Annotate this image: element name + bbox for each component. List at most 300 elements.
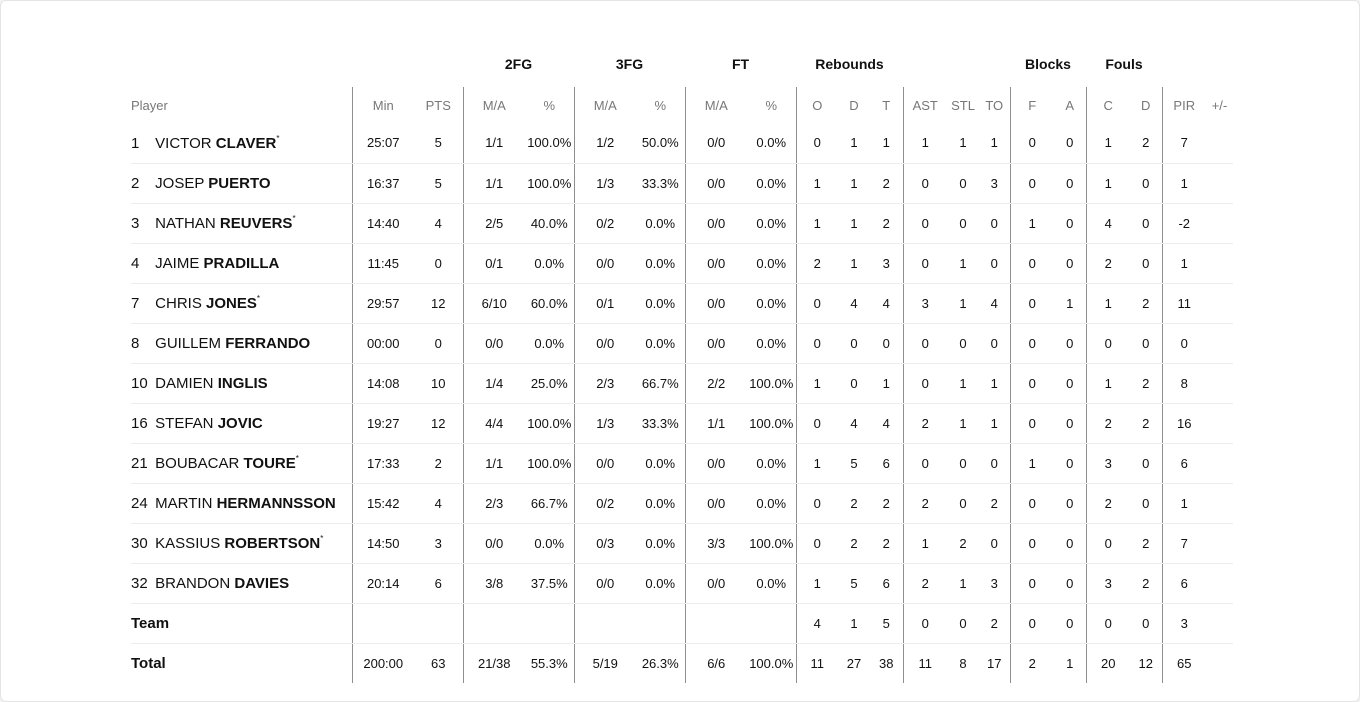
- col-header-ft-pct: %: [765, 97, 778, 113]
- cell-foul-d: 0: [1130, 203, 1162, 243]
- cell-2fg-ma: [463, 603, 525, 643]
- cell-ast: 0: [903, 243, 947, 283]
- cell-min: [352, 603, 414, 643]
- cell-to: 2: [979, 483, 1010, 523]
- cell-reb-d: 4: [838, 403, 870, 443]
- player-first-name: BOUBACAR: [155, 455, 240, 472]
- cell-reb-d: 2: [838, 523, 870, 563]
- cell-ft-ma: 6/6: [685, 643, 747, 683]
- cell-ast: 3: [903, 283, 947, 323]
- cell-min: 14:40: [352, 203, 414, 243]
- player-number: 32: [131, 575, 148, 592]
- cell-foul-c: 1: [1086, 123, 1130, 163]
- cell-reb-d: 0: [838, 323, 870, 363]
- cell-ast: 0: [903, 603, 947, 643]
- cell-foul-c: 2: [1086, 403, 1130, 443]
- cell-ft-ma: 0/0: [685, 563, 747, 603]
- cell-min: 17:33: [352, 443, 414, 483]
- player-first-name: BRANDON: [155, 575, 231, 592]
- group-header-2fg: 2FG: [504, 56, 533, 72]
- table-row[interactable]: [131, 163, 1233, 203]
- player-last-name: PUERTO: [208, 175, 271, 192]
- cell-min: 00:00: [352, 323, 414, 363]
- cell-reb-o: 1: [796, 563, 838, 603]
- cell-ft-ma: 0/0: [685, 203, 747, 243]
- player-first-name: CHRIS: [155, 295, 202, 312]
- cell-pts: 6: [414, 563, 463, 603]
- table-row[interactable]: [131, 523, 1233, 563]
- cell-min: 15:42: [352, 483, 414, 523]
- col-header-reb-o: O: [796, 87, 838, 123]
- cell-min: 200:00: [352, 643, 414, 683]
- table-row[interactable]: [131, 563, 1233, 603]
- cell-3fg-pct: 0.0%: [636, 483, 685, 523]
- player-last-name: INGLIS: [217, 375, 268, 392]
- cell-reb-t: 1: [870, 363, 903, 403]
- cell-foul-d: 2: [1130, 563, 1162, 603]
- cell-pir: 1: [1162, 243, 1206, 283]
- team-row: [131, 603, 1233, 643]
- cell-3fg-pct: 33.3%: [636, 403, 685, 443]
- cell-ft-ma: 0/0: [685, 123, 747, 163]
- cell-plus-minus: [1206, 163, 1233, 203]
- cell-ast: 0: [903, 363, 947, 403]
- cell-3fg-pct: 50.0%: [636, 123, 685, 163]
- cell-stl: 1: [947, 283, 979, 323]
- player-cell[interactable]: [131, 123, 352, 163]
- cell-blk-a: 0: [1054, 163, 1086, 203]
- col-header-pir: PIR: [1162, 87, 1206, 123]
- cell-pir: 16: [1162, 403, 1206, 443]
- cell-2fg-pct: 100.0%: [525, 443, 574, 483]
- cell-blk-f: 0: [1010, 363, 1054, 403]
- cell-to: 17: [987, 655, 1002, 671]
- starter-mark: *: [276, 133, 280, 143]
- cell-3fg-ma: 5/19: [574, 643, 636, 683]
- table-row[interactable]: [131, 243, 1233, 283]
- cell-2fg-pct: 55.3%: [530, 655, 568, 671]
- cell-blk-f: 0: [1010, 483, 1054, 523]
- cell-3fg-pct: 0.0%: [636, 563, 685, 603]
- cell-pts: 0: [414, 243, 463, 283]
- player-last-name: HERMANNSSON: [216, 495, 336, 512]
- cell-2fg-ma: 6/10: [463, 283, 525, 323]
- cell-foul-c: 20: [1086, 643, 1130, 683]
- cell-plus-minus: [1206, 323, 1233, 363]
- cell-blk-a: 0: [1054, 523, 1086, 563]
- cell-plus-minus: [1206, 483, 1233, 523]
- cell-ast: 1: [903, 123, 947, 163]
- cell-ft-ma: 0/0: [685, 483, 747, 523]
- player-cell[interactable]: [131, 403, 352, 443]
- cell-3fg-pct: [636, 603, 685, 643]
- cell-foul-c: 3: [1086, 443, 1130, 483]
- cell-pir: 8: [1162, 363, 1206, 403]
- group-header-ft: FT: [731, 56, 750, 72]
- cell-ast: 2: [903, 483, 947, 523]
- group-header-row: [131, 41, 1233, 87]
- cell-2fg-pct: 0.0%: [525, 243, 574, 283]
- cell-reb-d: 4: [838, 283, 870, 323]
- cell-2fg-pct: 100.0%: [525, 123, 574, 163]
- cell-pts: 12: [414, 283, 463, 323]
- cell-2fg-ma: 1/1: [463, 163, 525, 203]
- cell-foul-c: 1: [1086, 363, 1130, 403]
- cell-pir: 0: [1162, 323, 1206, 363]
- cell-pir: -2: [1162, 203, 1206, 243]
- cell-foul-c: 0: [1086, 523, 1130, 563]
- col-header-pts: PTS: [425, 97, 451, 113]
- cell-stl: 1: [947, 403, 979, 443]
- cell-reb-o: 0: [796, 523, 838, 563]
- cell-2fg-ma: 0/0: [463, 323, 525, 363]
- cell-ft-pct: 100.0%: [747, 523, 796, 563]
- player-cell[interactable]: [131, 163, 352, 203]
- cell-reb-o: 1: [796, 203, 838, 243]
- cell-blk-f: 0: [1010, 283, 1054, 323]
- cell-3fg-pct: 33.3%: [636, 163, 685, 203]
- player-first-name: GUILLEM: [155, 335, 222, 352]
- cell-3fg-ma: 1/2: [574, 123, 636, 163]
- cell-ft-pct: [747, 603, 796, 643]
- group-header-rebounds: Rebounds: [815, 56, 884, 72]
- col-header-2fg-ma: M/A: [463, 87, 525, 123]
- cell-foul-d: 0: [1130, 163, 1162, 203]
- player-last-name: PRADILLA: [203, 255, 280, 272]
- cell-reb-t: 6: [870, 563, 903, 603]
- cell-2fg-pct: 100.0%: [525, 163, 574, 203]
- cell-reb-o: 4: [796, 603, 838, 643]
- col-header-stl: STL: [951, 97, 975, 113]
- cell-stl: 8: [959, 655, 967, 671]
- cell-to: 1: [979, 403, 1010, 443]
- cell-plus-minus: [1206, 123, 1233, 163]
- cell-reb-t: 2: [870, 523, 903, 563]
- col-header-player: Player: [131, 97, 168, 113]
- cell-2fg-ma: 2/5: [463, 203, 525, 243]
- cell-reb-o: 2: [796, 243, 838, 283]
- cell-blk-a: 0: [1054, 443, 1086, 483]
- table-row[interactable]: [131, 323, 1233, 363]
- player-last-name: CLAVER: [215, 134, 277, 152]
- col-header-blk-f: F: [1010, 87, 1054, 123]
- player-number: 3: [131, 215, 140, 232]
- col-header-plus-minus: +/-: [1211, 97, 1228, 113]
- table-row[interactable]: [131, 363, 1233, 403]
- cell-reb-t: 0: [870, 323, 903, 363]
- cell-stl: 0: [947, 443, 979, 483]
- cell-reb-o: 1: [796, 443, 838, 483]
- cell-to: 2: [979, 603, 1010, 643]
- player-first-name: JAIME: [155, 255, 200, 272]
- cell-ft-pct: 0.0%: [747, 563, 796, 603]
- cell-reb-o: 0: [796, 123, 838, 163]
- cell-3fg-ma: 0/2: [574, 203, 636, 243]
- player-last-name: ROBERTSON: [224, 535, 321, 552]
- cell-2fg-pct: 66.7%: [525, 483, 574, 523]
- cell-to: 0: [979, 203, 1010, 243]
- player-cell[interactable]: [131, 563, 352, 603]
- cell-stl: 0: [947, 483, 979, 523]
- cell-stl: 1: [947, 123, 979, 163]
- cell-blk-a: 0: [1054, 243, 1086, 283]
- cell-pir: 1: [1162, 483, 1206, 523]
- cell-foul-d: 2: [1130, 363, 1162, 403]
- player-last-name: DAVIES: [234, 575, 290, 592]
- cell-ft-pct: 0.0%: [747, 283, 796, 323]
- cell-stl: 2: [947, 523, 979, 563]
- team-label: Team: [131, 603, 352, 643]
- table-row[interactable]: [131, 483, 1233, 523]
- cell-reb-t: 4: [870, 403, 903, 443]
- cell-reb-d: 1: [838, 123, 870, 163]
- cell-foul-d: 2: [1130, 523, 1162, 563]
- cell-ast: 1: [903, 523, 947, 563]
- cell-plus-minus: [1206, 283, 1233, 323]
- column-header-row: [131, 87, 1233, 123]
- total-row: [131, 643, 1233, 683]
- cell-ast: 11: [903, 643, 947, 683]
- cell-reb-o: 0: [796, 403, 838, 443]
- cell-stl: 1: [947, 243, 979, 283]
- cell-pts: [414, 603, 463, 643]
- cell-ast: 0: [903, 323, 947, 363]
- cell-2fg-ma: 1/4: [463, 363, 525, 403]
- player-number: 1: [131, 134, 140, 152]
- cell-blk-f: 1: [1010, 443, 1054, 483]
- cell-to: 0: [979, 323, 1010, 363]
- player-cell[interactable]: [131, 243, 352, 283]
- cell-pts: 0: [414, 323, 463, 363]
- cell-pir: 1: [1162, 163, 1206, 203]
- cell-reb-o: 0: [796, 283, 838, 323]
- cell-blk-a: 0: [1054, 483, 1086, 523]
- cell-stl: 0: [947, 163, 979, 203]
- cell-foul-c: 0: [1086, 603, 1130, 643]
- player-last-name: JOVIC: [217, 415, 263, 432]
- cell-ft-pct: 100.0%: [747, 363, 796, 403]
- cell-ft-ma: 2/2: [685, 363, 747, 403]
- cell-pir: 6: [1162, 563, 1206, 603]
- cell-blk-f: 2: [1010, 643, 1054, 683]
- group-header-empty: [903, 41, 1010, 87]
- player-last-name: TOURE: [243, 455, 296, 472]
- cell-blk-a: 0: [1054, 563, 1086, 603]
- cell-3fg-ma: [574, 603, 636, 643]
- cell-stl: 0: [947, 603, 979, 643]
- cell-foul-c: 0: [1086, 323, 1130, 363]
- cell-foul-d: 2: [1130, 283, 1162, 323]
- player-cell[interactable]: [131, 483, 352, 523]
- cell-2fg-ma: 21/38: [463, 643, 525, 683]
- group-header-blocks: Blocks: [1025, 56, 1071, 72]
- cell-2fg-pct: 37.5%: [525, 563, 574, 603]
- cell-reb-t: 2: [870, 483, 903, 523]
- cell-ft-pct: 0.0%: [747, 443, 796, 483]
- cell-ft-ma: 0/0: [685, 163, 747, 203]
- cell-reb-t: 2: [870, 163, 903, 203]
- cell-pts: 5: [414, 123, 463, 163]
- cell-reb-t: 1: [870, 123, 903, 163]
- starter-mark: *: [295, 454, 299, 463]
- boxscore-table: [131, 41, 1233, 683]
- group-header-fouls: Fouls: [1105, 56, 1143, 72]
- cell-blk-a: 1: [1054, 283, 1086, 323]
- cell-pir: 6: [1162, 443, 1206, 483]
- cell-2fg-pct: 60.0%: [525, 283, 574, 323]
- player-cell[interactable]: [131, 283, 352, 323]
- player-last-name: REUVERS: [219, 215, 293, 232]
- cell-ft-ma: 1/1: [685, 403, 747, 443]
- cell-2fg-ma: 0/0: [463, 523, 525, 563]
- cell-foul-c: 1: [1086, 283, 1130, 323]
- cell-to: 1: [979, 123, 1010, 163]
- cell-reb-t: 2: [870, 203, 903, 243]
- player-first-name: NATHAN: [155, 215, 216, 232]
- table-row[interactable]: [131, 123, 1233, 163]
- group-header-empty: [131, 41, 352, 87]
- cell-blk-a: 0: [1054, 363, 1086, 403]
- cell-ft-pct: 0.0%: [747, 323, 796, 363]
- player-number: 24: [131, 495, 148, 512]
- cell-pir: 3: [1162, 603, 1206, 643]
- cell-to: 0: [979, 243, 1010, 283]
- col-header-reb-d: D: [849, 97, 859, 113]
- cell-3fg-pct: 0.0%: [636, 523, 685, 563]
- cell-plus-minus: [1206, 403, 1233, 443]
- cell-reb-d: 0: [838, 363, 870, 403]
- cell-reb-o: 1: [796, 163, 838, 203]
- table-row[interactable]: [131, 443, 1233, 483]
- player-cell[interactable]: [131, 523, 352, 563]
- cell-3fg-ma: 1/3: [574, 403, 636, 443]
- cell-pts: 10: [414, 363, 463, 403]
- cell-pts: 63: [431, 655, 446, 671]
- player-first-name: VICTOR: [155, 134, 212, 152]
- cell-reb-d: 5: [838, 563, 870, 603]
- player-first-name: STEFAN: [155, 415, 214, 432]
- cell-min: 14:08: [352, 363, 414, 403]
- cell-2fg-pct: 0.0%: [525, 323, 574, 363]
- cell-pts: 2: [414, 443, 463, 483]
- cell-2fg-pct: 0.0%: [525, 523, 574, 563]
- cell-blk-f: 0: [1010, 323, 1054, 363]
- player-first-name: KASSIUS: [155, 535, 221, 552]
- cell-reb-o: 0: [796, 483, 838, 523]
- cell-plus-minus: [1206, 563, 1233, 603]
- cell-pts: 4: [414, 203, 463, 243]
- cell-3fg-ma: 1/3: [574, 163, 636, 203]
- cell-stl: 0: [947, 203, 979, 243]
- cell-ft-pct: 100.0%: [749, 655, 794, 671]
- cell-blk-f: 1: [1010, 203, 1054, 243]
- cell-ft-pct: 0.0%: [747, 123, 796, 163]
- cell-to: 1: [979, 363, 1010, 403]
- starter-mark: *: [320, 534, 324, 543]
- group-header-empty: [352, 41, 463, 87]
- cell-plus-minus: [1206, 243, 1233, 283]
- cell-2fg-ma: 2/3: [463, 483, 525, 523]
- col-header-foul-d: D: [1141, 97, 1151, 113]
- col-header-3fg-ma: M/A: [574, 87, 636, 123]
- table-header: [131, 41, 1233, 123]
- cell-3fg-pct: 0.0%: [636, 283, 685, 323]
- cell-foul-d: 12: [1138, 655, 1153, 671]
- cell-pts: 5: [414, 163, 463, 203]
- player-last-name: FERRANDO: [225, 335, 311, 352]
- cell-3fg-ma: 0/0: [574, 443, 636, 483]
- cell-foul-c: 4: [1086, 203, 1130, 243]
- table-body: [131, 123, 1233, 683]
- table-row[interactable]: [131, 203, 1233, 243]
- cell-min: 11:45: [352, 243, 414, 283]
- cell-min: 16:37: [352, 163, 414, 203]
- cell-3fg-ma: 0/1: [574, 283, 636, 323]
- player-number: 7: [131, 295, 140, 312]
- col-header-reb-t: T: [882, 97, 891, 113]
- cell-foul-d: 0: [1130, 243, 1162, 283]
- player-number: 16: [131, 415, 148, 432]
- cell-blk-a: 0: [1054, 403, 1086, 443]
- cell-3fg-pct: 66.7%: [636, 363, 685, 403]
- cell-foul-c: 3: [1086, 563, 1130, 603]
- cell-ft-pct: 0.0%: [747, 483, 796, 523]
- cell-blk-f: 0: [1010, 603, 1054, 643]
- cell-foul-d: 0: [1130, 443, 1162, 483]
- cell-ft-pct: 100.0%: [747, 403, 796, 443]
- cell-ft-ma: [685, 603, 747, 643]
- cell-blk-f: 0: [1010, 563, 1054, 603]
- cell-to: 3: [979, 563, 1010, 603]
- cell-min: 19:27: [352, 403, 414, 443]
- table-row[interactable]: [131, 283, 1233, 323]
- player-cell[interactable]: [131, 443, 352, 483]
- cell-reb-t: 5: [870, 603, 903, 643]
- cell-to: 4: [979, 283, 1010, 323]
- cell-stl: 0: [947, 323, 979, 363]
- player-cell[interactable]: [131, 363, 352, 403]
- cell-ast: 2: [903, 403, 947, 443]
- starter-mark: *: [256, 294, 260, 303]
- cell-2fg-pct: 25.0%: [525, 363, 574, 403]
- cell-3fg-ma: 0/2: [574, 483, 636, 523]
- cell-ft-pct: 0.0%: [747, 203, 796, 243]
- cell-reb-t: 38: [879, 655, 894, 671]
- cell-plus-minus: [1206, 363, 1233, 403]
- cell-blk-a: 0: [1054, 323, 1086, 363]
- cell-foul-d: 0: [1130, 483, 1162, 523]
- cell-2fg-ma: 4/4: [463, 403, 525, 443]
- player-cell[interactable]: [131, 203, 352, 243]
- cell-blk-f: 0: [1010, 523, 1054, 563]
- player-first-name: JOSEP: [155, 175, 205, 192]
- cell-2fg-ma: 1/1: [463, 443, 525, 483]
- cell-reb-d: 27: [846, 655, 862, 671]
- cell-reb-t: 6: [870, 443, 903, 483]
- cell-min: 29:57: [352, 283, 414, 323]
- cell-plus-minus: [1206, 523, 1233, 563]
- cell-pir: 7: [1162, 123, 1206, 163]
- cell-3fg-pct: 0.0%: [636, 203, 685, 243]
- cell-foul-c: 1: [1086, 163, 1130, 203]
- cell-foul-d: 0: [1130, 323, 1162, 363]
- table-row[interactable]: [131, 403, 1233, 443]
- cell-plus-minus: [1206, 443, 1233, 483]
- cell-blk-a: 0: [1054, 123, 1086, 163]
- cell-ast: 2: [903, 563, 947, 603]
- player-cell[interactable]: [131, 323, 352, 363]
- cell-reb-d: 1: [838, 603, 870, 643]
